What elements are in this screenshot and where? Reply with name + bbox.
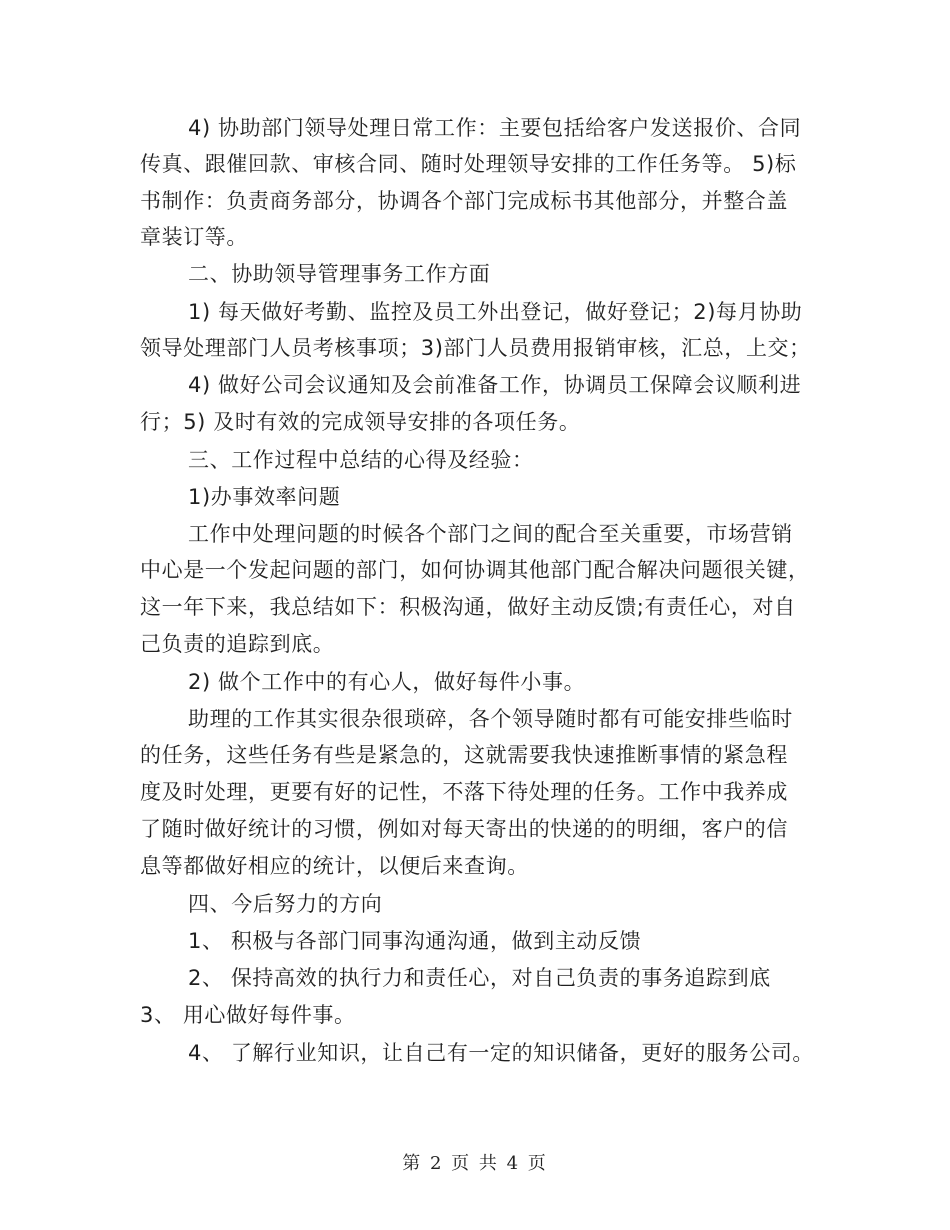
- paragraph-line: 这一年下来，我总结如下：积极沟通，做好主动反馈;有责任心，对自: [140, 595, 796, 619]
- list-item: 1、 积极与各部门同事沟通沟通，做到主动反馈: [188, 929, 642, 953]
- paragraph-line: 助理的工作其实很杂很琐碎，各个领导随时都有可能安排些临时: [188, 707, 793, 731]
- page-number-footer: 第 2 页 共 4 页: [402, 1153, 548, 1174]
- section-heading: 二、协助领导管理事务工作方面: [188, 262, 491, 286]
- paragraph-line: 4) 协助部门领导处理日常工作：主要包括给客户发送报价、合同: [188, 116, 802, 140]
- paragraph-line: 中心是一个发起问题的部门，如何协调其他部门配合解决问题很关键，: [140, 558, 810, 582]
- paragraph-line: 1) 每天做好考勤、监控及员工外出登记，做好登记；2)每月协助: [188, 300, 803, 324]
- paragraph-line: 4) 做好公司会议通知及会前准备工作，协调员工保障会议顺利进: [188, 373, 802, 397]
- section-heading: 四、今后努力的方向: [188, 892, 383, 916]
- section-heading: 三、工作过程中总结的心得及经验：: [188, 448, 534, 472]
- paragraph-line: 行；5) 及时有效的完成领导安排的各项任务。: [140, 410, 581, 434]
- subheading: 1)办事效率问题: [188, 485, 341, 509]
- paragraph-line: 息等都做好相应的统计，以便后来查询。: [140, 854, 529, 878]
- paragraph-line: 工作中处理问题的时候各个部门之间的配合至关重要，市场营销: [188, 522, 793, 546]
- list-item: 3、 用心做好每件事。: [140, 1003, 356, 1027]
- paragraph-line: 传真、跟催回款、审核合同、随时处理领导安排的工作任务等。 5)标: [140, 152, 797, 176]
- paragraph-line: 度及时处理，更要有好的记性，不落下待处理的任务。工作中我养成: [140, 780, 788, 804]
- subheading: 2) 做个工作中的有心人，做好每件小事。: [188, 670, 586, 694]
- paragraph-line: 领导处理部门人员考核事项；3)部门人员费用报销审核，汇总，上交；: [140, 336, 811, 360]
- paragraph-line: 的任务，这些任务有些是紧急的，这就需要我快速推断事情的紧急程: [140, 743, 788, 767]
- paragraph-line: 己负责的追踪到底。: [140, 632, 335, 656]
- paragraph-line: 了随时做好统计的习惯，例如对每天寄出的快递的的明细，客户的信: [140, 817, 788, 841]
- list-item: 4、 了解行业知识，让自己有一定的知识储备，更好的服务公司。: [188, 1041, 815, 1065]
- paragraph-line: 章装订等。: [140, 225, 248, 249]
- list-item: 2、 保持高效的执行力和责任心，对自己负责的事务追踪到底: [188, 966, 771, 990]
- paragraph-line: 书制作：负责商务部分，协调各个部门完成标书其他部分，并整合盖: [140, 189, 788, 213]
